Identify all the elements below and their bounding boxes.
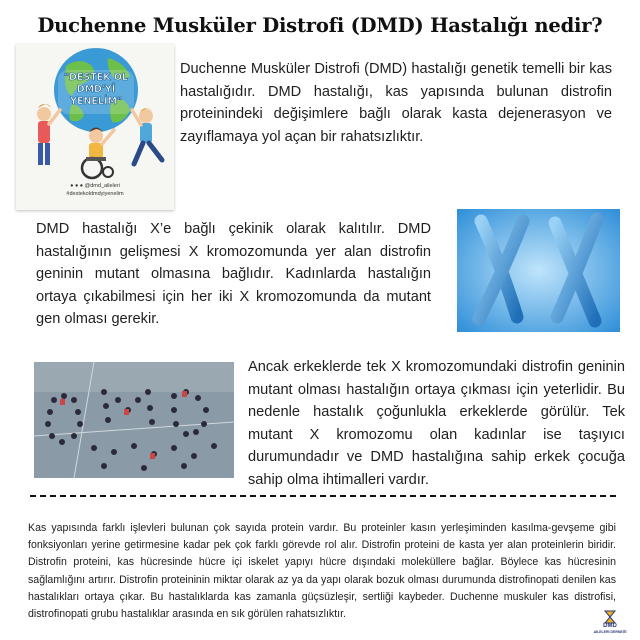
left-figure bbox=[37, 104, 60, 165]
social-icons: ● ● ● @dmd_aileleri bbox=[70, 183, 120, 189]
poster-slogan-line2: DMD'Yİ bbox=[76, 84, 116, 95]
poster-slogan-line3: YENELİM" bbox=[70, 96, 122, 107]
poster-slogan-line1: "DESTEK OL bbox=[64, 72, 128, 83]
logo-text bbox=[592, 623, 628, 634]
x-chromosome-image bbox=[457, 209, 620, 332]
right-figure bbox=[132, 108, 162, 164]
hourglass-icon bbox=[592, 610, 628, 624]
section-divider bbox=[30, 495, 616, 497]
inheritance-paragraph: DMD hastalığı X’e bağlı çekinik olarak kalıtılır. DMD hastalığının gelişmesi X kromozomunda yer alan distrofin geninin mutant olmasına bağlıdır. Kadınlarda hastalığın ortaya çıkabilmesi için her iki X kromozomunda da mutant gen olması gerekir. bbox=[36, 221, 431, 327]
logo-line2: AİLELERİ DERNEĞİ bbox=[593, 630, 627, 634]
globe-illustration bbox=[16, 44, 174, 182]
footnote-paragraph: Kas yapısında farklı işlevleri bulunan çok sayıda protein vardır. Bu proteinler kasın yerleşiminden kasılma-gevşeme gibi fonksiyonları yerine getirmesine kadar pek çok farklı görevde rol alır. Distrofin proteini de kasta yer alan proteinlerin biridir. Distrofin proteini, kas hücresinde hücre içi iskelet yapıyı hücre dışındaki moleküllere bağlar. Böylece kas hücresinin sağlamlığını artırır. Distrofin proteininin miktar olarak az ya da yapı olarak bozuk olması durumunda distrofinopati denilen kas hastalıkları ortaya çıkar. Bu hastalıklarda kas zamanla güçsüzleşir, sertliği kaybeder. Duchenne muskuler kas distrofisi, distrofinopati grubu hastalıklar arasında en sık görülen rahatsızlıktır. bbox=[28, 522, 616, 621]
page-title: Duchenne Musküler Distrofi (DMD) Hastalığı nedir? bbox=[37, 14, 603, 37]
association-logo bbox=[592, 610, 628, 638]
campaign-poster bbox=[16, 44, 174, 210]
poster-social bbox=[16, 182, 174, 198]
campaign-hashtag: #destekoldmdyiyenelim bbox=[66, 191, 124, 197]
intro-paragraph: Duchenne Musküler Distrofi (DMD) hastalığı genetik temelli bir kas hastalığıdır. DMD hastalığı, kas yapısında bulunan distrofin proteinindeki değişimlere bağlı olarak kasta dejenerasyon ve zayıflamaya yol açan bir rahatsızlıktır. bbox=[180, 61, 612, 145]
logo-line1: DMD bbox=[603, 623, 617, 629]
male-inheritance-paragraph: Ancak erkeklerde tek X kromozomundaki distrofin geninin mutant olması hastalığın ortaya çıkması için yeterlidir. Bu nedenle hastalık çoğunlukla erkeklerde görülür. Tek mutant X kromozomu olan kadınlar ise taşıyıcı durumundadır ve DMD hastalığına sahip erkek çocuğa sahip olma ihtimalleri vardır. bbox=[248, 359, 625, 488]
crowd-dmd-formation-photo bbox=[34, 362, 234, 478]
social-handle: @dmd_aileleri bbox=[84, 183, 120, 189]
wheelchair-figure bbox=[82, 128, 114, 179]
